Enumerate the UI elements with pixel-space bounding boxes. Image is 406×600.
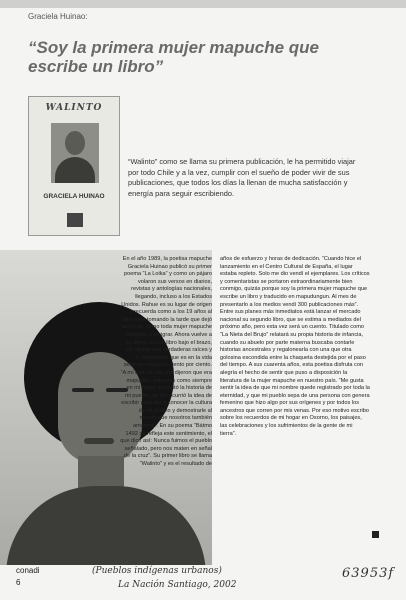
author-portrait xyxy=(51,123,99,183)
portrait-shoulders xyxy=(55,157,95,183)
handwritten-note-1: (Pueblos indígenas urbanos) xyxy=(92,566,222,576)
top-shade xyxy=(0,0,406,8)
body-column-1: En el año 1989, la poetisa mapuche Graciela Huinao publicó su primer poema “La Loika” y como un pájaro volaron sus versos en diarios, revistas y antologías nacionales, llegando, incluso a los Estados Unidos. Rahue es su lugar de origen y recuerda como a los 19 años al atravesar tomando la tarde que dejó su hogar, como toda mujer mapuche obligada a emigrar. Ahora vuelve a su tierra con un libro bajo el brazo, sin olvidar sus verdaderas raíces y lo importante que es en la vida sentirse mapuche ciento por ciento. “A mí todo la vida me dijeron que era mapuche, entonces como siempre en mi hogar se contó la historia de mi pueblo, se me ocurrió la idea de escribir para dar a conocer la cultura de mi pueblo y demostrarle al mundo que nosotros también amamos”. En su poema “Bátmo 1492 se refleja este sentimiento, el que dice así: Nunca fuimos el pueblo señalado, pero nos maten en señal de la cruz”. Su primer libro se llama “Walinto” y es el resultado de xyxy=(120,256,212,468)
publication-name: conadi xyxy=(16,566,40,575)
publisher-logo-icon xyxy=(67,213,83,227)
article-headline: “Soy la primera mujer mapuche que escribe un libro” xyxy=(28,38,319,76)
archive-number-stamp: 63953f xyxy=(342,566,395,581)
photo-shoulders xyxy=(6,486,206,565)
article-lead: “Walinto” como se llama su primera publicación, le ha permitido viajar por todo Chile y a la vez, cumplir con el sueño de poder vivir de sus publicaciones, que todos los días la llenan de mucha satisfacción y energía para seguir escribiendo. xyxy=(128,157,356,198)
book-cover-author: GRACIELA HUINAO xyxy=(43,193,105,200)
book-cover-title: WALINTO xyxy=(45,103,103,113)
end-mark-icon xyxy=(372,531,379,538)
article-kicker: Graciela Huinao: xyxy=(28,12,88,21)
handwritten-note-2: La Nación Santiago, 2002 xyxy=(118,580,237,590)
portrait-face xyxy=(65,131,85,155)
page-number: 6 xyxy=(16,578,21,587)
photo-left-brow xyxy=(72,388,94,392)
photo-mouth xyxy=(84,438,114,444)
book-cover-image xyxy=(28,96,120,236)
body-column-2: años de esfuerzo y horas de dedicación. “Cuando hice el lanzamiento en el Centro Cultural de España, el lugar estaba repleto. Solo me dio vendí el ejemplares. Los críticos y comentaristas se portaron extraordinariamente bien conmigo, quizás porque soy la primera mujer mapuche que escribe un libro y traducido en mapudungun. Al mes de presentarlo a los medios vendí 300 publicaciones más”. Entre sus planes más inmediatos está lanzar el mercado nacional su segundo libro, que se estima a mediados del próximo año, pero esta vez será un cuento. Titulado como “La Nieta del Brujo” relatará su propia historia de infancia, cuando su abuelo por parte materna buscaba contarle historias ancestrales y regalonearla con una que otra golosina escondida entre la chaqueta destejida por el paso del tiempo. A sus cuarenta años, esta poetisa disfruta con alegría el hecho de sentir que puso a disposición la literatura de la mujer mapuche en nuestro país. “Me gusta sentir la idea de que mi nombre quede registrado por toda la eternidad, y que mi pueblo sepa de una persona con genera femenino que hizo algo por sus orígenes y por todos los ancestros que corren por mis venas. Por eso motivo escribo sobre los recuerdos de mi hogar en Osorno, los paisajes, las celebraciones y los sufrimientos de la gente de mi tierra”. xyxy=(220,256,370,437)
